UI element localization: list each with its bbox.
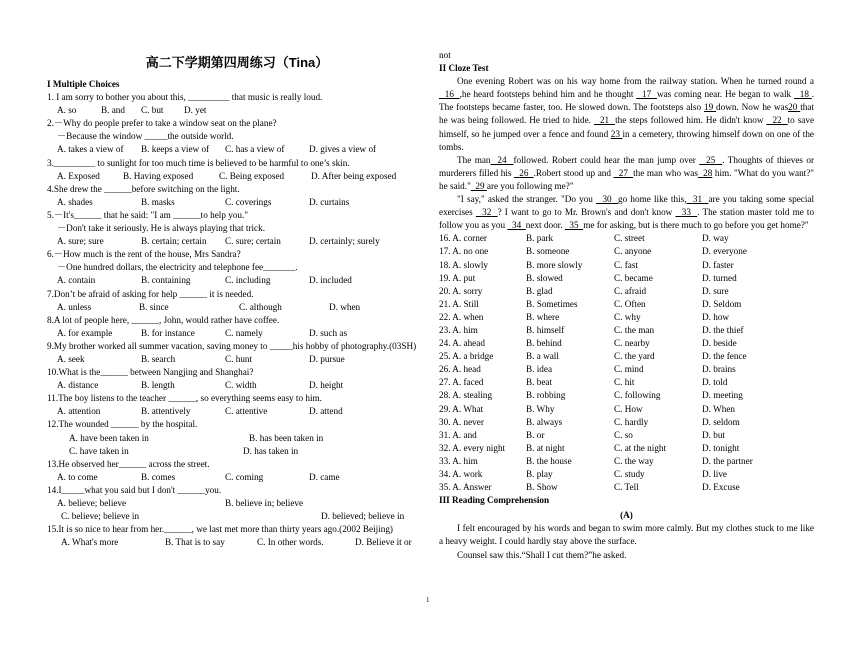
cloze-option-cell: C. hit [614,377,635,388]
question-stem: 6.－How much is the rent of the house, Mrs Sandra? [47,249,241,260]
option: C. coming [225,471,264,482]
cloze-blank: 21 [599,115,610,126]
page-title: 高二下学期第四周练习（Tina） [145,55,329,70]
cloze-option-cell: C. became [614,272,653,283]
question-stem: 13.He observed her______ across the street. [47,458,210,469]
cloze-option-cell: D. way [702,233,729,244]
cloze-option-cell: B. slowed [526,272,563,283]
option: C. namely [225,327,263,338]
cloze-option-cell: B. Show [526,482,558,493]
cloze-blank: 25 [706,154,716,165]
option: C. Being exposed [219,170,285,181]
cloze-option-cell: B. robbing [526,390,566,401]
option: C. including [225,275,271,286]
option: B. and [101,105,125,116]
option: D. curtains [309,196,350,207]
cloze-option-cell: C. street [614,233,645,244]
cloze-option-cell: D. everyone [702,246,747,257]
question-options [47,432,427,445]
option: A. distance [57,380,99,391]
cloze-blank: 24 [497,154,507,165]
cloze-paragraph: The man 24 followed. Robert could hear the man jump over 25 . Thoughts of thieves or murderers filled his 26 .Robert stood up and 27 the man who was 28 him. "What do you want?" he said." 29 are you following me?" [439,154,815,191]
option: D. believed; believe in [321,511,405,522]
question-options [47,104,427,117]
cloze-option-cell: 27. A. faced [439,377,484,388]
option: D. yet [184,105,207,116]
cloze-option-cell: 17. A. no one [439,246,489,257]
cloze-option-cell: 19. A. put [439,272,476,283]
cloze-option-cell: D. When [702,403,735,414]
cloze-option-cell: C. Often [614,298,646,309]
cloze-option-cell: C. Tell [614,482,639,493]
cloze-option-cell: C. anyone [614,246,652,257]
cloze-option-cell: B. park [526,233,554,244]
cloze-blank: 33 [681,207,691,218]
page-number: 1 [426,596,430,604]
option: C. width [225,380,257,391]
option: D. has taken in [243,445,299,456]
cloze-option-cell: C. the man [614,324,655,335]
option: B. That is to say [165,537,225,548]
question-options [47,471,427,484]
question-stem: 1. I am sorry to bother you about this, _________ that music is really loud. [47,92,323,103]
option: A. sure; sure [57,236,104,247]
question-options [47,405,427,418]
cloze-option-cell: C. at the night [614,442,667,453]
question-stem: 11.The boy listens to the teacher ______, so everything seems easy to him. [47,393,322,404]
option: C. have taken in [69,445,129,456]
cloze-blank: 27 [618,167,628,178]
reading-paragraph: Counsel saw this.“Shall I cut them?”he asked. [457,549,627,560]
cloze-option-cell: B. where [526,311,560,322]
cloze-option-cell: C. nearby [614,338,650,349]
option: B. length [141,380,175,391]
cloze-blank: 23 [610,128,620,139]
cloze-paragraph: One evening Robert was on his way home from the railway station. When he turned round a 16 ,he heard footsteps behind him and he thought 17 was coming near. He began to walk 18 . The footsteps became faster, too. He slowed down. The footsteps also 19 down. Now he was20 that he was being followed. He tried to hide. 21 the steps followed him. He didn't know 22 to save himself, so he jumped over a fence and found 23 in a cemetery, throwing himself down on one of the tombs. [439,76,815,152]
option: C. sure; certain [225,236,281,247]
question-stem: 2.－Why do people prefer to take a window seat on the plane? [47,118,277,129]
question-options [47,235,427,248]
option: D. Believe it or [355,537,412,548]
cloze-option-cell: C. fast [614,259,638,270]
cloze-option-cell: 20. A. sorry [439,285,483,296]
option: A. unless [57,301,92,312]
option: A. believe; believe [57,498,127,508]
option: B. masks [141,196,175,207]
option: D. After being exposed [311,170,397,181]
cloze-blank: 34 [511,220,522,231]
option: C. believe; believe in [61,511,140,522]
cloze-option-cell: D. seldom [702,416,740,427]
cloze-paragraph: "I say," asked the stranger. "Do you 30 go home like this, 31 are you taking some special exercises 32 ? I want to go to Mr. Brown's and don't know 33 . The station master told me to follow you as you 34 next door. 35 me for asking, but is there much to go before you get home?" [439,194,815,231]
cloze-options-table [439,232,814,494]
question-options [47,196,427,209]
cloze-option-cell: D. brains [702,364,736,375]
question-options [47,510,427,523]
cloze-option-cell: B. glad [526,285,553,296]
question-stem: －Because the window _____the outside world. [57,131,234,142]
cloze-option-cell: D. live [702,469,728,479]
cloze-option-cell: B. himself [526,324,565,335]
cloze-option-cell: D. but [702,429,725,440]
right-column [439,0,814,562]
question-stem: 9.My brother worked all summer vacation, saving money to _____his hobby of photography.(03SH) [47,340,417,351]
section-heading: II Cloze Test [439,63,489,74]
cloze-option-cell: B. a wall [526,351,559,362]
cloze-option-cell: D. told [702,377,728,388]
cloze-option-cell: 32. A. every night [439,442,506,453]
cloze-option-cell: C. why [614,311,641,322]
option: C. coverings [225,196,272,207]
cloze-blank: 31 [692,194,703,205]
cloze-option-cell: D. Excuse [702,482,740,493]
cloze-option-cell: B. or [526,429,545,440]
cloze-option-cell: C. study [614,469,645,479]
cloze-option-cell: C. hardly [614,416,649,427]
cloze-blank: 35 [569,220,579,231]
option: B. has been taken in [249,432,324,443]
option: B. keeps a view of [141,144,210,155]
cloze-option-cell: D. sure [702,285,729,296]
cloze-blank: 19 [703,102,714,113]
question-stem: 10.What is the______ between Nangjing and Shanghai? [47,367,254,378]
option: D. when [329,301,361,312]
cloze-option-cell: C. mind [614,364,644,375]
cloze-option-cell: 35. A. Answer [439,482,492,493]
question-stem: 8.A lot of people here, ______, John, would rather have coffee. [47,314,280,325]
question-stem: 7.Don’t be afraid of asking for help ______ it is needed. [47,288,254,299]
option: C. hunt [225,353,253,364]
question-options [47,536,427,549]
cloze-blank: 16 [444,89,454,100]
cloze-option-cell: B. always [526,416,563,427]
question-stem: －One hundred dollars, the electricity and telephone fee_______. [57,262,298,273]
cloze-option-cell: 23. A. him [439,324,478,335]
cloze-option-cell: B. beat [526,377,553,388]
cloze-option-cell: D. the partner [702,455,753,466]
cloze-option-cell: B. idea [526,364,553,375]
cloze-option-cell: 21. A. Still [439,298,479,309]
option: A. so [57,105,77,116]
cloze-blank: 30 [602,194,612,205]
option: A. have been taken in [69,432,149,443]
cloze-option-cell: B. the house [526,455,572,466]
option: B. Having exposed [123,170,194,181]
option: C. In other words. [257,537,324,548]
option: C. has a view of [225,144,285,155]
question-options [47,353,427,366]
question-continuation: not [439,50,451,60]
cloze-option-cell: C. the way [614,455,654,466]
section-heading: III Reading Comprehension [439,495,550,506]
cloze-option-cell: B. someone [526,246,570,257]
option: C. but [141,105,164,116]
option: A. What's more [61,537,119,548]
cloze-option-cell: B. Sometimes [526,298,578,309]
cloze-option-cell: C. following [614,390,661,401]
cloze-blank: 32 [482,207,492,218]
passage-label: (A) [620,510,633,521]
option: A. to come [57,471,98,482]
question-options [47,301,427,314]
cloze-option-cell: 24. A. ahead [439,338,485,349]
cloze-option-cell: B. Why [526,403,555,414]
section-heading: I Multiple Choices [47,79,120,89]
cloze-option-cell: 31. A. and [439,429,477,440]
cloze-option-cell: D. the thief [702,324,744,335]
cloze-option-cell: D. how [702,311,730,322]
question-stem: 3._________ to sunlight for too much time is believed to be harmful to one’s skin. [47,157,350,168]
option: A. seek [57,353,85,364]
question-options [47,497,427,510]
cloze-option-cell: C. How [614,403,643,414]
question-stem: 15.It is so nice to hear from her.______, we last met more than thirty years ago.(2002 Beijing) [47,524,393,535]
cloze-option-cell: 25. A. a bridge [439,351,494,362]
option: B. believe in; believe [225,498,304,508]
cloze-option-cell: B. more slowly [526,259,583,270]
cloze-option-cell: D. meeting [702,390,743,401]
cloze-option-cell: 16. A. corner [439,233,487,244]
option: A. attention [57,406,101,417]
option: A. Exposed [57,170,100,181]
cloze-option-cell: B. at night [526,442,565,453]
cloze-blank: 29 [475,180,485,191]
cloze-option-cell: C. afraid [614,285,647,296]
option: A. takes a view of [57,144,124,155]
cloze-option-cell: B. play [526,469,553,479]
question-stem: －Don't take it seriously. He is always playing that trick. [57,223,265,234]
option: B. search [141,353,176,364]
option: D. included [309,275,352,286]
option: B. attentively [141,406,191,417]
cloze-option-cell: 33. A. him [439,455,478,466]
option: D. pursue [309,353,345,364]
question-options [47,274,427,287]
cloze-option-cell: B. behind [526,338,562,349]
question-options [47,445,427,458]
question-stem: 4.She drew the ______before switching on the light. [47,183,240,194]
cloze-option-cell: D. beside [702,338,737,349]
question-options [47,143,427,156]
cloze-blank: 17 [642,89,652,100]
cloze-option-cell: D. Seldom [702,298,742,309]
cloze-blank: 22 [772,115,782,126]
option: C. although [239,301,282,312]
option: B. containing [141,275,191,286]
reading-paragraph: I felt encouraged by his words and began to swim more calmly. But my clothes stuck to me like a heavy weight. I could hardly stay above the surface. [439,523,814,547]
cloze-option-cell: D. faster [702,259,734,270]
option: B. certain; certain [141,236,207,247]
cloze-option-cell: 22. A. when [439,311,484,322]
cloze-option-cell: C. so [614,429,633,440]
question-options [47,327,427,340]
option: A. contain [57,275,96,286]
question-options [47,170,427,183]
question-stem: 5.－It's______ that he said: "I am ______to help you." [47,209,249,220]
option: C. attentive [225,406,268,417]
cloze-option-cell: C. the yard [614,351,655,362]
cloze-blank: 26 [519,167,529,178]
option: D. certainly; surely [309,236,380,247]
option: D. height [309,380,344,391]
cloze-blank: 18 [799,89,809,100]
cloze-blank: 28 [703,167,713,178]
question-stem: 12.The wounded ______ by the hospital. [47,419,198,430]
cloze-option-cell: 30. A. never [439,416,484,427]
cloze-option-cell: 18. A. slowly [439,259,489,270]
cloze-option-cell: 34. A. work [439,469,483,479]
option: D. gives a view of [309,144,377,155]
question-stem: 14.I_____what you said but I don't ______you. [47,484,222,495]
cloze-blank: 20 [788,102,798,113]
option: B. since [139,301,169,312]
question-options [47,379,427,392]
cloze-option-cell: 26. A. head [439,364,481,375]
cloze-option-cell: 28. A. stealing [439,390,493,401]
option: B. for instance [141,327,195,338]
option: B. comes [141,471,176,482]
option: D. attend [309,406,343,417]
cloze-option-cell: 29. A. What [439,403,484,414]
left-column [47,0,427,549]
option: A. shades [57,196,93,207]
cloze-option-cell: D. turned [702,272,737,283]
option: D. came [309,471,340,482]
cloze-option-cell: D. tonight [702,442,740,453]
option: A. for example [57,327,113,338]
cloze-option-cell: D. the fence [702,351,747,362]
option: D. such as [309,327,348,338]
